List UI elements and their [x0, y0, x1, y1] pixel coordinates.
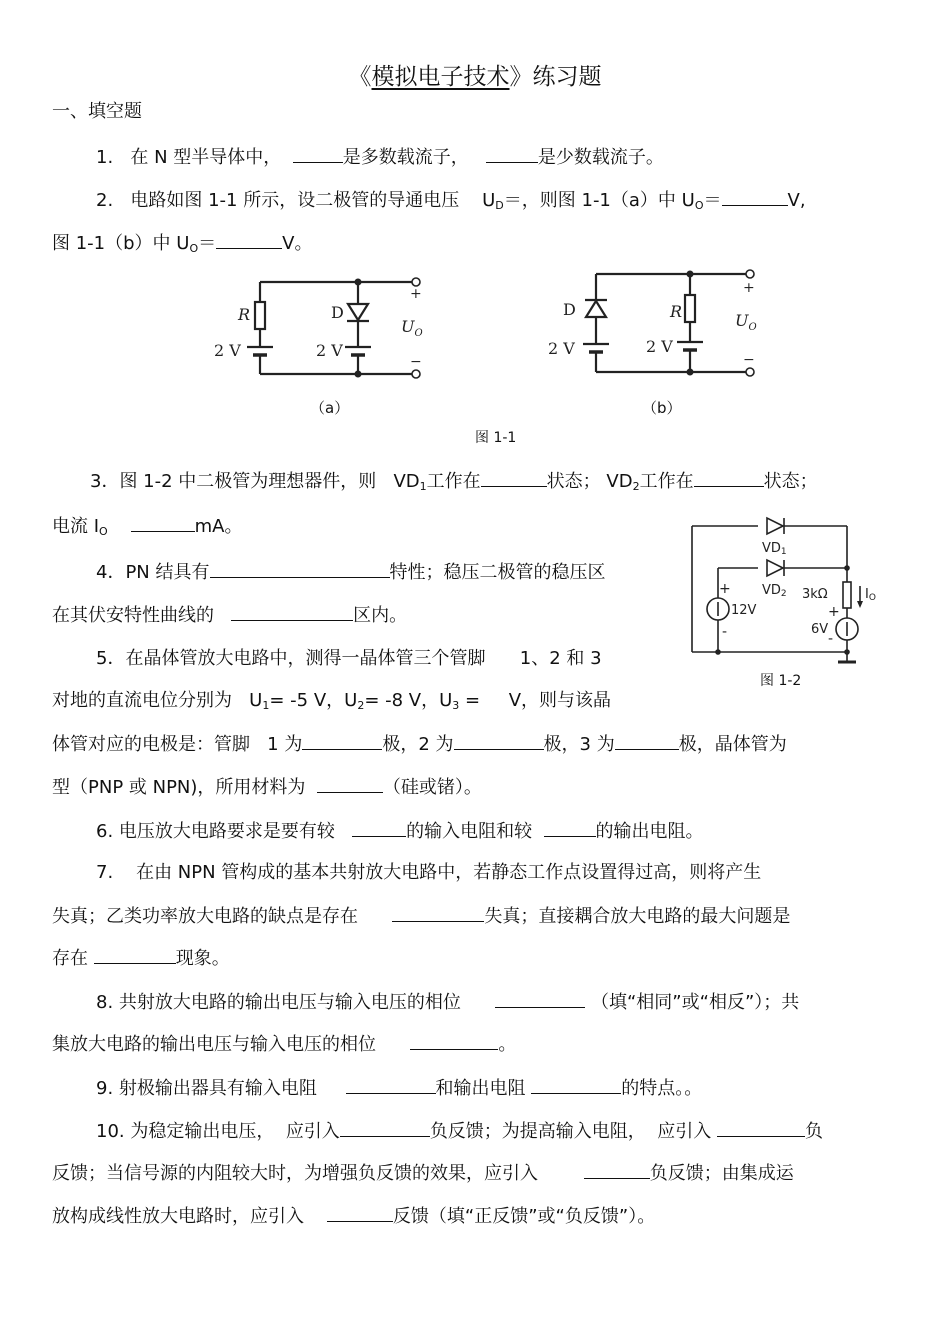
- blank[interactable]: [327, 1205, 393, 1222]
- blank[interactable]: [293, 146, 343, 163]
- page-title: 《模拟电子技术》练习题: [348, 64, 602, 90]
- blank[interactable]: [486, 146, 538, 163]
- fig12-vd2: VD2: [762, 583, 787, 599]
- blank[interactable]: [410, 1033, 498, 1050]
- blank[interactable]: [346, 1077, 436, 1094]
- svg-text:+: +: [828, 604, 840, 620]
- fig11a-D: D: [331, 303, 344, 322]
- fig11b-D: D: [563, 300, 576, 319]
- fig12-12v: 12V: [731, 603, 757, 618]
- blank[interactable]: [615, 733, 679, 750]
- blank[interactable]: [544, 820, 596, 837]
- fig11b-uo: $U_O$: [735, 311, 757, 333]
- svg-text:+: +: [743, 280, 755, 296]
- question-7-line-3: 存在 现象。: [52, 948, 230, 969]
- figure-1-1-circuits: [200, 262, 780, 392]
- fig12-resistor: 3kΩ: [802, 587, 828, 602]
- section-heading: 一、填空题: [52, 101, 142, 122]
- blank[interactable]: [392, 905, 484, 922]
- question-3-line-2: 电流 $I_O$ mA。: [52, 516, 243, 538]
- question-1: 1. 在 N 型半导体中， 是多数载流子， 是少数载流子。: [96, 147, 664, 168]
- svg-text:-: -: [722, 624, 728, 640]
- title-underlined: 模拟电子技术: [371, 64, 510, 90]
- question-8-line-2: 集放大电路的输出电压与输入电压的相位 。: [52, 1034, 517, 1055]
- question-6: 6. 电压放大电路要求是要有较 的输入电阻和较 的输出电阻。: [96, 821, 704, 842]
- blank[interactable]: [131, 515, 195, 532]
- fig12-vd1: VD1: [762, 541, 787, 557]
- question-5-line-2: 对地的直流电位分别为 $U_1= -5$ V，$U_2= -8$ V，$U_3$ = V，则与该晶: [52, 690, 612, 712]
- blank[interactable]: [722, 189, 788, 206]
- blank[interactable]: [531, 1077, 621, 1094]
- blank[interactable]: [94, 947, 176, 964]
- fig11a-R: R: [238, 305, 251, 324]
- question-4-line-1: 4．PN 结具有 特性；稳压二极管的稳压区: [96, 562, 606, 583]
- blank[interactable]: [717, 1120, 805, 1137]
- question-7-line-2: 失真；乙类功率放大电路的缺点是存在 失真；直接耦合放大电路的最大问题是: [52, 906, 791, 927]
- fig11a-v2: 2 V: [316, 341, 343, 360]
- blank[interactable]: [694, 470, 764, 487]
- svg-text:-: -: [828, 631, 834, 647]
- question-7-line-1: 7. 在由 NPN 管构成的基本共射放大电路中，若静态工作点设置得过高，则将产生: [96, 862, 762, 883]
- blank[interactable]: [302, 733, 382, 750]
- blank[interactable]: [481, 470, 547, 487]
- question-5-line-4: 型（PNP 或 NPN)，所用材料为 （硅或锗）。: [52, 777, 482, 798]
- svg-text:−: −: [743, 352, 755, 368]
- question-3-line-1: 3．图 1-2 中二极管为理想器件，则 $VD_1$工作在 状态； $VD_2$工作在 状态；: [90, 471, 818, 493]
- svg-text:+: +: [719, 581, 731, 597]
- svg-text:+: +: [410, 286, 422, 302]
- caption-1-1a: （a）: [310, 399, 350, 417]
- blank[interactable]: [317, 776, 383, 793]
- question-9: 9. 射极输出器具有输入电阻 和输出电阻 的特点。。: [96, 1078, 703, 1099]
- fig11a-uo: $U_O$: [401, 317, 423, 339]
- question-5-line-3: 体管对应的电极是：管脚 1 为 极，2 为 极，3 为 极，晶体管为: [52, 734, 787, 755]
- blank[interactable]: [495, 991, 585, 1008]
- blank[interactable]: [231, 604, 353, 621]
- blank[interactable]: [352, 820, 406, 837]
- svg-text:−: −: [410, 354, 422, 370]
- caption-1-1b: （b）: [642, 399, 682, 417]
- question-10-line-1: 10. 为稳定输出电压， 应引入 负反馈；为提高输入电阻， 应引入 负: [96, 1121, 823, 1142]
- caption-1-1: 图 1-1: [475, 430, 517, 446]
- fig11a-v1: 2 V: [214, 341, 241, 360]
- question-8-line-1: 8. 共射放大电路的输出电压与输入电压的相位 （填“相同”或“相反”）；共: [96, 992, 800, 1013]
- blank[interactable]: [340, 1120, 430, 1137]
- blank[interactable]: [216, 232, 282, 249]
- blank[interactable]: [584, 1162, 650, 1179]
- question-4-line-2: 在其伏安特性曲线的 区内。: [52, 605, 408, 626]
- question-2-line-1: 2. 电路如图 1-1 所示，设二极管的导通电压 $U_D=$，则图 1-1（a）中 $U_O= V$,: [96, 190, 806, 212]
- fig12-io: IO: [865, 587, 876, 603]
- question-2-line-2: 图 1-1（b）中 $U_O= V$。: [52, 233, 313, 255]
- question-10-line-3: 放构成线性放大电路时，应引入 反馈（填“正反馈”或“负反馈”）。: [52, 1206, 656, 1227]
- question-5-line-1: 5．在晶体管放大电路中，测得一晶体管三个管脚 1、2 和 3: [96, 648, 602, 669]
- fig11b-v2: 2 V: [646, 337, 673, 356]
- fig12-6v: 6V: [811, 622, 829, 637]
- question-10-line-2: 反馈；当信号源的内阻较大时，为增强负反馈的效果，应引入 负反馈；由集成运: [52, 1163, 794, 1184]
- fig11b-v1: 2 V: [548, 339, 575, 358]
- fig11b-R: R: [670, 302, 683, 321]
- circuit-b: [583, 270, 754, 376]
- caption-1-2: 图 1-2: [760, 673, 802, 689]
- figure-1-2-circuit: [688, 512, 878, 692]
- blank[interactable]: [210, 561, 390, 578]
- circuit-a: [247, 278, 420, 378]
- blank[interactable]: [454, 733, 544, 750]
